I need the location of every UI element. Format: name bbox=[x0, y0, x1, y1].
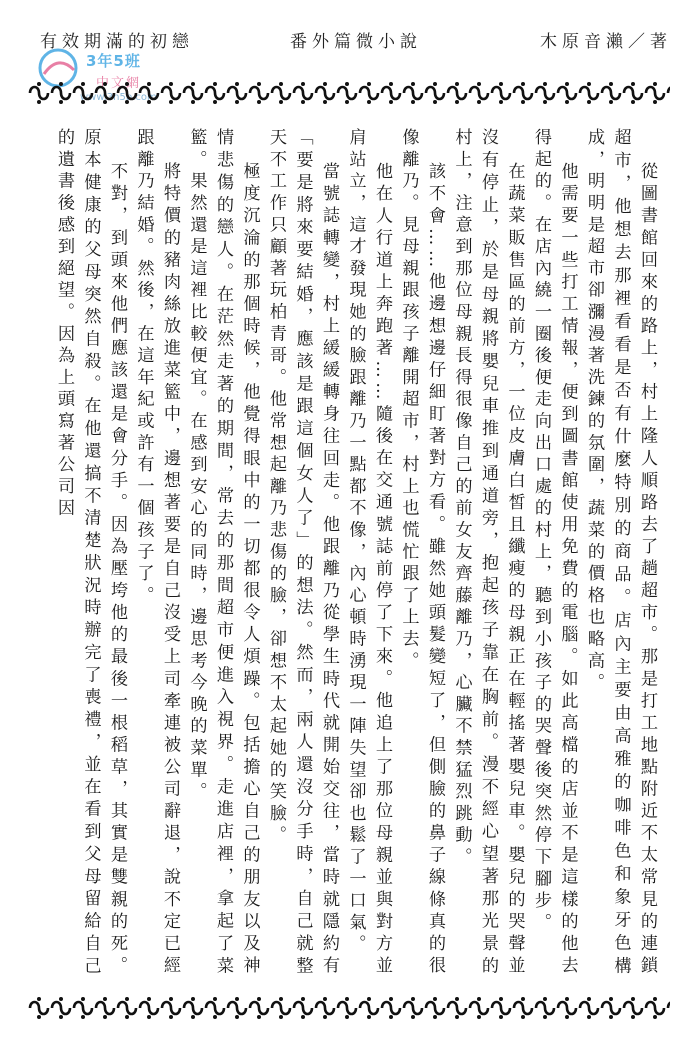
paragraph: 當號誌轉變，村上緩緩轉身往回走。他跟離乃從學生時代就開始交往，當時就隱約有「要是將來要結婚，應該是跟這個女人了」的想法。然而，兩人還沒分手時，自己就整天不工作只顧著玩柏青哥。他常想起離乃悲傷的臉，卻想不太起她的笑臉。 bbox=[266, 128, 339, 978]
paragraph: 他需要一些打工情報，便到圖書館使用免費的電腦。如此高檔的店並不是這樣的他去得起的。在店內繞一圈後便走向出口處的村上，聽到小孩子的哭聲後突然停下腳步。 bbox=[531, 128, 578, 978]
paragraph: 該不會……他邊想邊仔細盯著對方看。雖然她頭髮變短了，但側臉的鼻子線條真的很像離乃。見母親跟孩子離開超市，村上也慌忙跟了上去。 bbox=[398, 128, 445, 978]
story-body bbox=[50, 128, 660, 978]
bottom-ornament-border bbox=[28, 995, 670, 1021]
watermark-name: 3年5班 bbox=[86, 52, 141, 70]
top-ornament-border bbox=[28, 80, 670, 106]
paragraph: 從圖書館回來的路上，村上隆人順路去了趟超市。那是打工地點附近不太常見的連鎖超市，他想去那裡看看是否有什麼特別的商品。店內主要由高雅的咖啡色和象牙色構成，明明是超市卻瀰漫著洗鍊的氛圍，蔬菜的價格也略高。 bbox=[584, 128, 657, 978]
paragraph: 將特價的豬肉絲放進菜籃中，邊想著要是自己沒受上司牽連被公司辭退，說不定已經跟離乃結婚。然後，在這年紀或許有一個孩子了。 bbox=[133, 128, 180, 978]
section-title: 番外篇微小說 bbox=[290, 31, 422, 52]
paragraph: 在蔬菜販售區的前方，一位皮膚白皙且纖瘦的母親正在輕搖著嬰兒車。嬰兒的哭聲並沒有停止，於是母親將嬰兒車推到通道旁，抱起孩子靠在胸前。漫不經心望著那光景的村上，注意到那位母親長得很像自己的前女友齊藤離乃，心臟不禁猛烈跳動。 bbox=[451, 128, 525, 978]
author-credit: 木原音瀨／著 bbox=[540, 31, 672, 52]
book-title: 有效期滿的初戀 bbox=[40, 31, 194, 52]
paragraph: 他在人行道上奔跑著……隨後在交通號誌前停了下來。他追上了那位母親並與對方並肩站立，這才發現她的臉跟離乃一點都不像，內心頓時湧現一陣失望卻也鬆了一口氣。 bbox=[345, 128, 392, 978]
paragraph: 不對，到頭來他們應該還是會分手。因為壓垮他的最後一根稻草，其實是雙親的死。原本健康的父母突然自殺。在他還搞不清楚狀況時辦完了喪禮，並在看到父母留給自己的遺書後感到絕望。因為上頭寫著公司因 bbox=[54, 128, 127, 978]
paragraph: 極度沉淪的那個時候，他覺得眼中的一切都很令人煩躁。包括擔心自己的朋友以及神情悲傷的戀人。在茫然走著的期間，常去的那間超市便進入視界。走進店裡，拿起了菜籃。果然還是這裡比較便宜。在感到安心的同時，邊思考今晚的菜單。 bbox=[186, 128, 260, 978]
